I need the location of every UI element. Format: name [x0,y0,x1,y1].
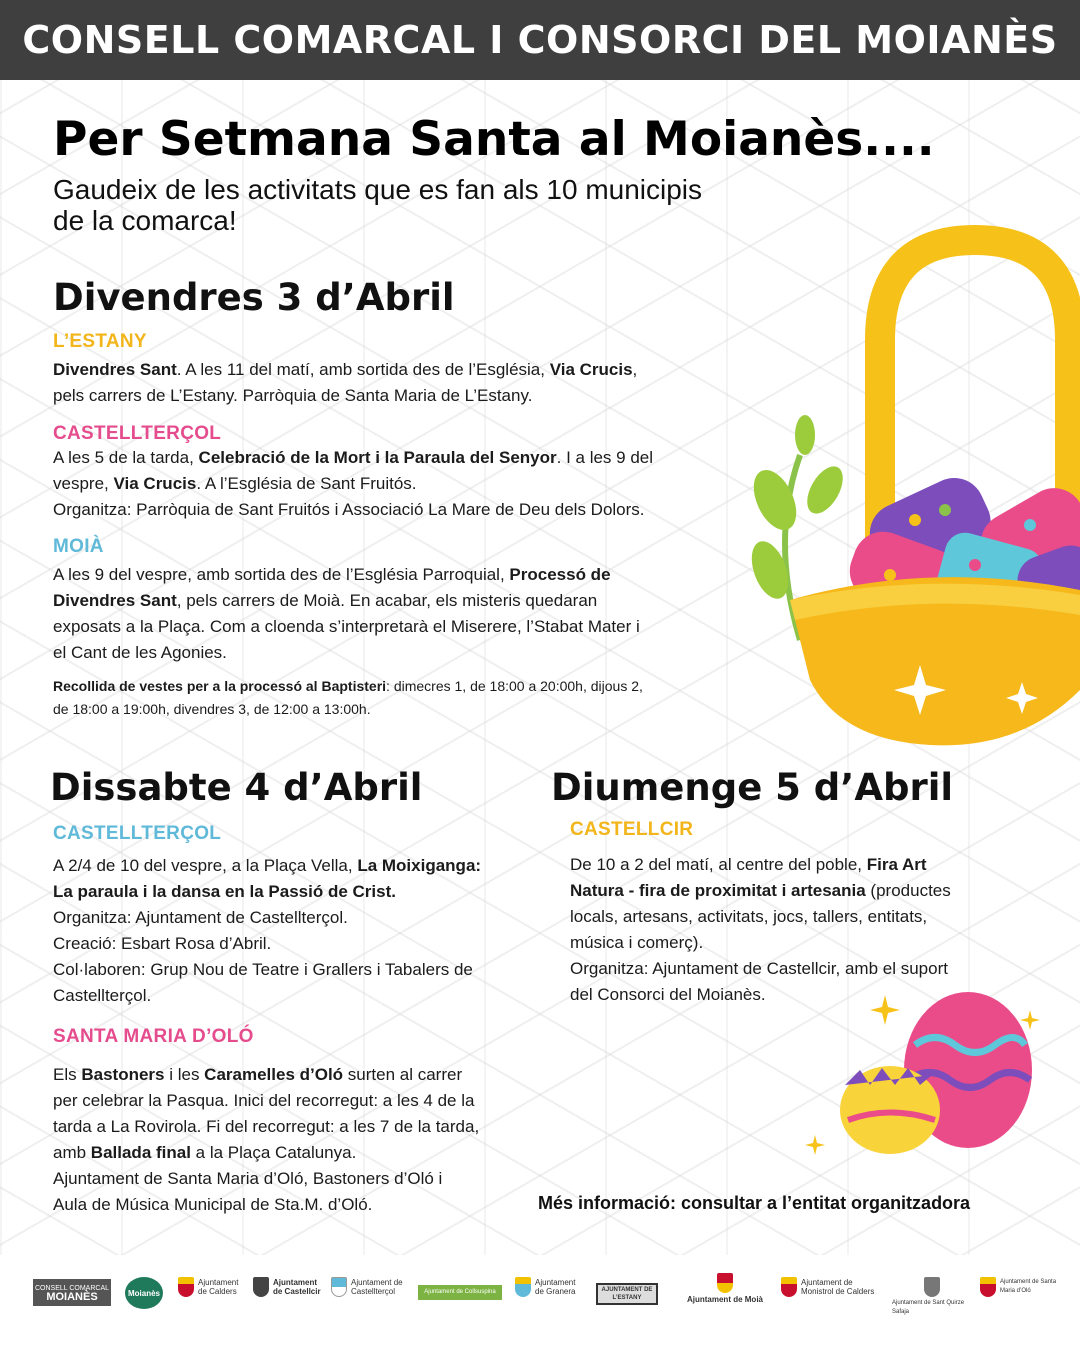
page-title: Per Setmana Santa al Moianès.... [53,112,935,167]
more-info-note: Més informació: consultar a l’entitat organitzadora [538,1193,971,1213]
town-lestany: L’ESTANY [53,331,147,352]
crest-icon [781,1277,797,1297]
crest-icon [331,1277,347,1297]
moia-vestes-note: Recollida de vestes per a la processó al Baptisteri: dimecres 1, de 18:00 a 20:00h, dijous 2, de 18:00 a 19:00h, divendres 3, de 12:00 a 13:00h. [53,678,643,717]
logo-lestany: AJUNTAMENT DE L’ESTANY [596,1283,658,1305]
logo-moia: Ajuntament de Moià [680,1273,770,1304]
sunday-title: Diumenge 5 d’Abril [551,766,954,809]
olo-text: Els Bastoners i les Caramelles d’Oló surten al carrer per celebrar la Pasqua. Inici del recorregut: a les 4 de la tarda a La Rovirola. Fi del recorregut: a les 7 de la tarda, amb Ballada final a la Plaça Catalunya. Ajuntament de Santa Maria d’Oló, Bastoners d’Oló i Aula de Música Municipal de Sta.M. d’Oló. [53,1065,480,1214]
saturday-title: Dissabte 4 d’Abril [50,766,423,809]
logo-consell-comarcal: CONSELL COMARCAL MOIANÈS [33,1279,111,1306]
logo-monistrol: Ajuntament de Monistrol de Calders [781,1277,881,1297]
logo-collsuspina: Ajuntament de Collsuspina [418,1285,502,1300]
crest-icon [178,1277,194,1297]
town-castellterçol-saturday: CASTELLTERÇOL [53,823,222,844]
easter-basket-illustration [730,220,1080,760]
logo-castellcir: Ajuntament de Castellcir [253,1277,321,1297]
page-subtitle: Gaudeix de les activitats que es fan als 10 municipis de la comarca! [53,174,703,236]
castellterçol-saturday-text: A 2/4 de 10 del vespre, a la Plaça Vella, La Moixiganga: La paraula i la dansa en la Passió de Crist. Organitza: Ajuntament de Castellterçol. Creació: Esbart Rosa d’Abril. Col·laboren: Grup Nou de Teatre i Grallers i Tabalers de Castellterçol. [53,856,482,1005]
crest-icon [515,1277,531,1297]
crest-icon [924,1277,940,1297]
town-moia: MOIÀ [53,536,104,557]
logo-calders: Ajuntament de Calders [178,1277,238,1297]
logo-granera: Ajuntament de Granera [515,1277,583,1297]
crest-icon [253,1277,269,1297]
moia-text: A les 9 del vespre, amb sortida des de l’Església Parroquial, Processó de Divendres Sant, pels carrers de Moià. En acabar, els misteris quedaran exposats a la Plaça. Com a cloenda s’interpretarà el Miserere, l’Stabat Mater i el Cant de les Agonies. [53,565,640,662]
town-castellcir: CASTELLCIR [570,819,694,840]
logo-moianes: Moianès [125,1277,163,1309]
town-castellterçol-friday: CASTELLTERÇOL [53,423,222,444]
friday-title: Divendres 3 d’Abril [53,276,455,319]
easter-eggs-illustration [800,990,1060,1160]
header-title: CONSELL COMARCAL I CONSORCI DEL MOIANÈS [22,18,1058,62]
town-santa-maria-olo: SANTA MARIA D’OLÓ [53,1026,254,1047]
crest-icon [717,1273,733,1293]
crest-icon [980,1277,996,1297]
castellcir-text: De 10 a 2 del matí, al centre del poble, Fira Art Natura - fira de proximitat i artesania (productes locals, artesans, activitats, jocs, tallers, entitats, música i comerç). Organitza: Ajuntament de Castellcir, amb el suport del Consorci del Moianès. [570,855,951,1004]
castellterçol-friday-text: A les 5 de la tarda, Celebració de la Mort i la Paraula del Senyor. I a les 9 del vespre, Via Crucis. A l’Església de Sant Fruitós. Organitza: Parròquia de Sant Fruitós i Associació La Mare de Deu dels Dolors. [53,448,654,519]
logo-sant-quirze: Ajuntament de Sant Quirze Safaja [892,1277,972,1317]
lestany-text: Divendres Sant. A les 11 del matí, amb sortida des de l’Església, Via Crucis, pels carrers de L’Estany. Parròquia de Santa Maria de L’Estany. [53,360,638,405]
logo-santa-maria-olo: Ajuntament de Santa Maria d’Oló [980,1277,1058,1297]
sponsor-logos [0,1255,1080,1350]
header-banner [0,0,1080,80]
logo-castellterçol: Ajuntament de Castellterçol [331,1277,407,1297]
